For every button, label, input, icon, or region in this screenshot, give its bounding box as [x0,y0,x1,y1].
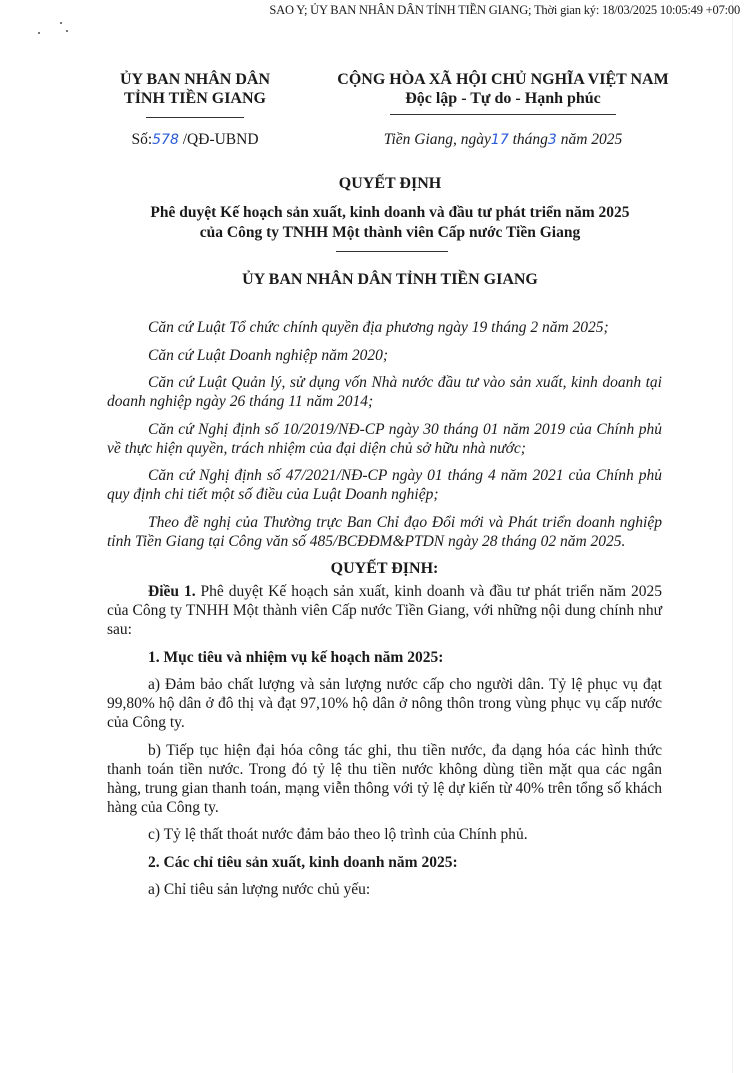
national-motto [318,70,688,115]
agency-line-2: TỈNH TIỀN GIANG [124,90,266,107]
section-2-heading: 2. Các chỉ tiêu sản xuất, kinh doanh năm 2025: [148,853,458,871]
subtitle-line-1: Phê duyệt Kế hoạch sản xuất, kinh doanh và đầu tư phát triển năm 2025 [150,204,630,221]
handwritten-month: 3 [547,132,557,148]
motto-underline [390,114,616,115]
motto: Độc lập - Tự do - Hạnh phúc [405,90,601,107]
article-1-label: Điều 1. [148,583,196,600]
section-1-item: a) Đảm bảo chất lượng và sản lượng nước cấp cho người dân. Tỷ lệ phục vụ đạt 99,80% hộ dân ở đô thị và đạt 97,10% hộ dân ở nông thôn trong vùng phục vụ cấp nước của Công ty. [107,676,662,731]
number-suffix: /QĐ-UBND [178,131,259,148]
preamble-item: Căn cứ Nghị định số 47/2021/NĐ-CP ngày 01 tháng 4 năm 2021 của Chính phủ quy định chi tiết một số điều của Luật Doanh nghiệp; [107,467,662,503]
preamble-item: Căn cứ Luật Tổ chức chính quyền địa phương ngày 19 tháng 2 năm 2025; [148,319,609,336]
scan-speck [66,30,68,32]
preamble-item: Căn cứ Luật Quản lý, sử dụng vốn Nhà nước đầu tư vào sản xuất, kinh doanh tại doanh nghiệp ngày 26 tháng 11 năm 2014; [107,374,662,410]
handwritten-number: 578 [152,132,179,148]
agency-line-1: ỦY BAN NHÂN DÂN [119,71,271,88]
scan-speck [38,32,40,34]
agency-underline [146,117,244,118]
article-1 [107,582,662,639]
scan-speck [60,22,62,24]
date-prefix: Tiền Giang, ngày [383,131,491,148]
preamble-item: Theo đề nghị của Thường trực Ban Chỉ đạo Đổi mới và Phát triển doanh nghiệp tỉnh Tiền Giang tại Công văn số 485/BCĐĐM&PTDN ngày 28 tháng 02 năm 2025. [107,513,662,550]
country-name: CỘNG HÒA XÃ HỘI CHỦ NGHĨA VIỆT NAM [337,71,669,88]
section-1-heading: 1. Mục tiêu và nhiệm vụ kế hoạch năm 2025: [148,648,444,666]
section-1-item: c) Tỷ lệ thất thoát nước đảm bảo theo lộ trình của Chính phủ. [148,826,528,843]
month-label: tháng [508,131,548,148]
preamble-item: Căn cứ Luật Doanh nghiệp năm 2020; [148,346,389,364]
document-date [318,131,688,149]
copy-signature-stamp: SAO Y; ỦY BAN NHÂN DÂN TỈNH TIỀN GIANG; Thời gian ký: 18/03/2025 10:05:49 +07:00 [269,3,740,17]
article-1-text: Phê duyệt Kế hoạch sản xuất, kinh doanh và đầu tư phát triển năm 2025 của Công ty TNHH Một thành viên Cấp nước Tiền Giang, với những nội dung chính như sau: [107,583,663,638]
title-underline [336,251,448,252]
number-prefix: Số: [131,131,153,148]
document-body [107,318,662,908]
scan-edge [732,0,733,1073]
issuing-agency [100,70,290,118]
document-subtitle [110,203,670,243]
section-2-item: a) Chỉ tiêu sản lượng nước chủ yếu: [148,881,371,898]
document-number [100,131,290,149]
document-title: QUYẾT ĐỊNH [338,175,442,192]
year-suffix: năm 2025 [556,131,623,148]
issuer-heading: ỦY BAN NHÂN DÂN TỈNH TIỀN GIANG [242,271,538,288]
decision-heading: QUYẾT ĐỊNH: [330,560,439,577]
preamble-item: Căn cứ Nghị định số 10/2019/NĐ-CP ngày 30 tháng 01 năm 2019 của Chính phủ về thực hiện quyền, trách nhiệm của đại diện chủ sở hữu nhà nước; [107,420,662,457]
handwritten-day: 17 [490,132,509,148]
subtitle-line-2: của Công ty TNHH Một thành viên Cấp nước Tiền Giang [199,224,581,241]
section-1-item: b) Tiếp tục hiện đại hóa công tác ghi, thu tiền nước, đa dạng hóa các hình thức thanh toán tiền nước. Trong đó tỷ lệ thu tiền nước không dùng tiền mặt qua các ngân hàng, trung gian thanh toán, mạng viễn thông với tỷ lệ dự kiến từ 40% trên tổng số khách hàng của Công ty. [107,741,662,816]
